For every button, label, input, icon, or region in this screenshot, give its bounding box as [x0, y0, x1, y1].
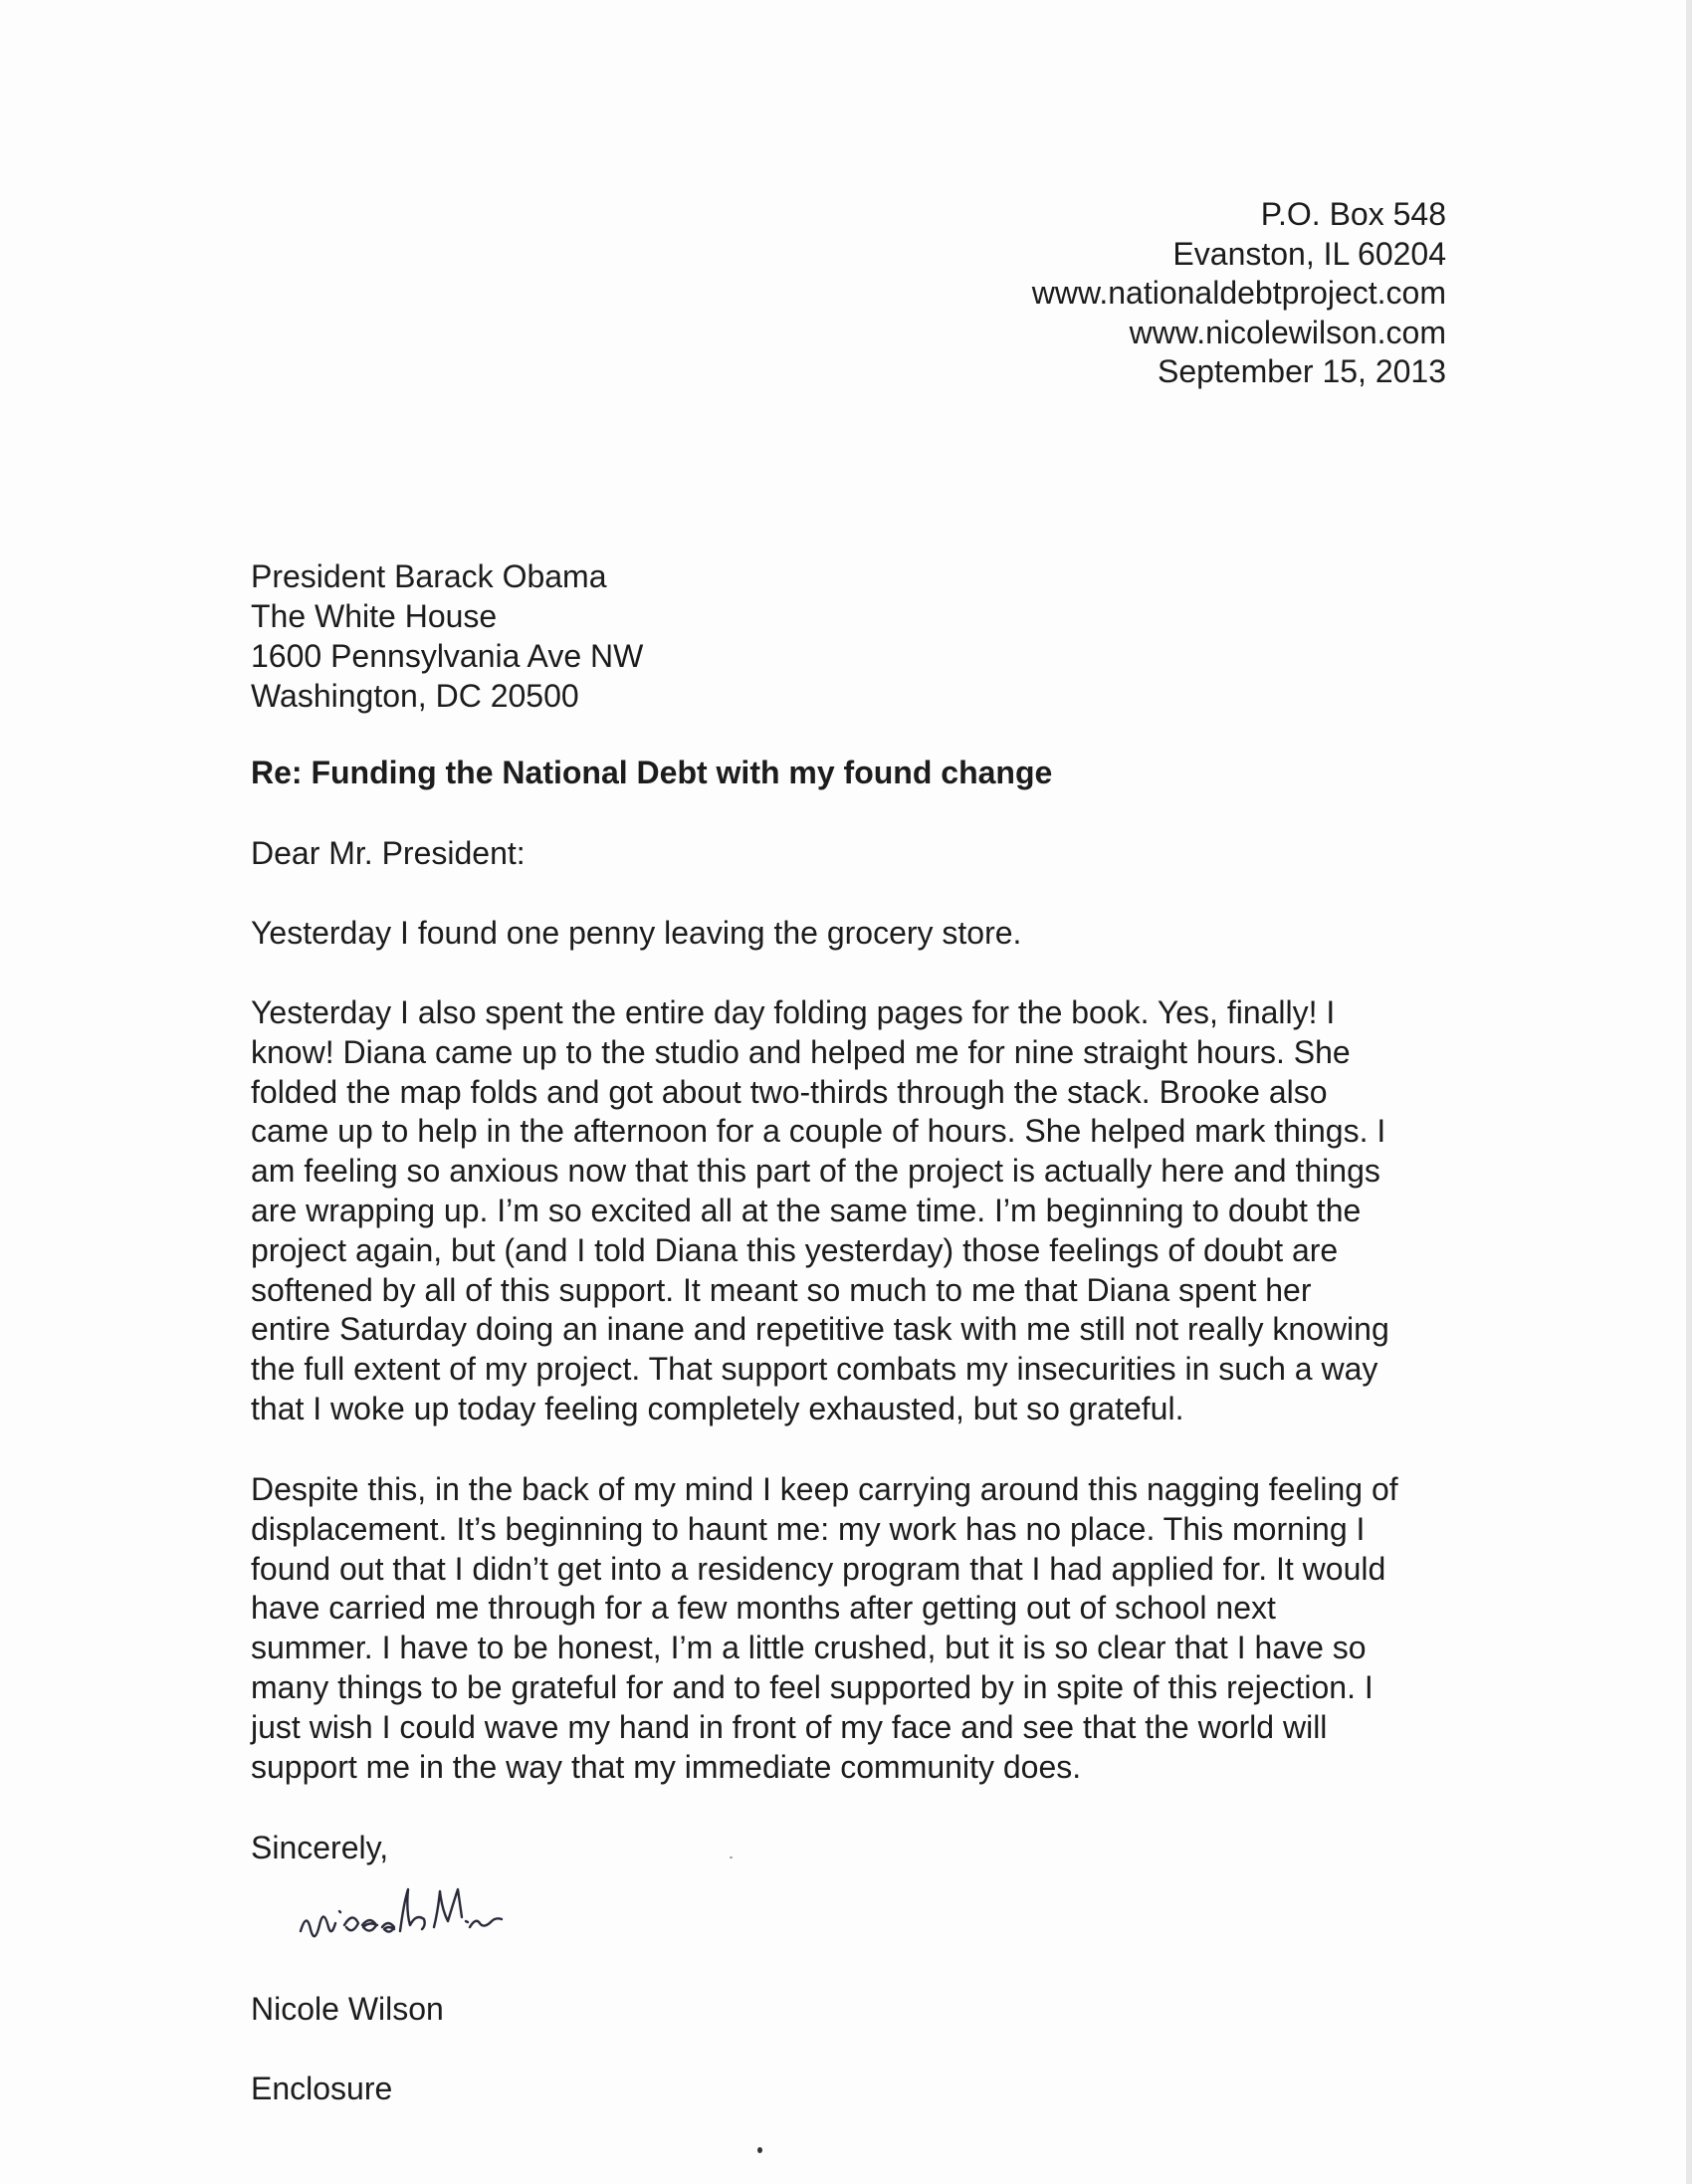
paragraph-line: entire Saturday doing an inane and repetitive task with me still not really knowing [251, 1311, 1389, 1348]
paragraph-line: came up to help in the afternoon for a couple of hours. She helped mark things. I [251, 1113, 1386, 1150]
paragraph-line: support me in the way that my immediate community does. [251, 1748, 1082, 1785]
closing: Sincerely, [251, 1830, 389, 1865]
recipient-line: The White House [251, 598, 498, 634]
paragraph-line: are wrapping up. I’m so excited all at the same time. I’m beginning to doubt the [251, 1192, 1362, 1228]
paragraph-line: found out that I didn’t get into a residency program that I had applied for. It would [251, 1550, 1386, 1587]
scan-speck [730, 1856, 733, 1858]
letter-date: September 15, 2013 [1158, 353, 1446, 389]
return-address-line: P.O. Box 548 [1260, 196, 1446, 232]
recipient-line: 1600 Pennsylvania Ave NW [251, 638, 644, 674]
recipient-line: Washington, DC 20500 [251, 678, 579, 714]
paragraph-line: Despite this, in the back of my mind I keep carrying around this nagging feeling of [251, 1471, 1398, 1507]
return-address-line: www.nationaldebtproject.com [1031, 275, 1446, 311]
return-address-line: www.nicolewilson.com [1129, 314, 1446, 350]
recipient-line: President Barack Obama [251, 558, 607, 594]
enclosure-note: Enclosure [251, 2071, 393, 2106]
paragraph-line: summer. I have to be honest, I’m a little crushed, but it is so clear that I have so [251, 1630, 1367, 1666]
paragraph-line: many things to be grateful for and to feel supported by in spite of this rejection. I [251, 1668, 1374, 1705]
body-paragraph-2 [251, 993, 1455, 1429]
paragraph-line: Yesterday I also spent the entire day folding pages for the book. Yes, finally! I [251, 994, 1336, 1030]
body-paragraph-3 [251, 1470, 1455, 1787]
paragraph-line: project again, but (and I told Diana this yesterday) those feelings of doubt are [251, 1231, 1339, 1268]
return-address [1032, 195, 1446, 392]
return-address-line: Evanston, IL 60204 [1172, 235, 1446, 272]
paragraph-line: am feeling so anxious now that this part of the project is actually here and things [251, 1153, 1380, 1190]
scan-edge [1686, 0, 1692, 2184]
paragraph-line: have carried me through for a few months after getting out of school next [251, 1590, 1276, 1627]
paragraph-line: the full extent of my project. That support combats my insecurities in such a way [251, 1351, 1378, 1388]
handwritten-signature [295, 1881, 583, 1961]
signer-name: Nicole Wilson [251, 1991, 444, 2027]
paragraph-line: folded the map folds and got about two-thirds through the stack. Brooke also [251, 1073, 1328, 1110]
subject-line: Re: Funding the National Debt with my found change [251, 755, 1053, 790]
paragraph-line: know! Diana came up to the studio and helped me for nine straight hours. She [251, 1033, 1351, 1070]
recipient-address [251, 556, 643, 716]
salutation: Dear Mr. President: [251, 835, 526, 871]
body-paragraph-1: Yesterday I found one penny leaving the grocery store. [251, 915, 1022, 951]
paragraph-line: just wish I could wave my hand in front of my face and see that the world will [251, 1708, 1328, 1745]
scan-speck [757, 2147, 762, 2153]
paragraph-line: softened by all of this support. It meant so much to me that Diana spent her [251, 1271, 1312, 1308]
paragraph-line: displacement. It’s beginning to haunt me: my work has no place. This morning I [251, 1510, 1366, 1547]
paragraph-line: that I woke up today feeling completely exhausted, but so grateful. [251, 1390, 1184, 1426]
